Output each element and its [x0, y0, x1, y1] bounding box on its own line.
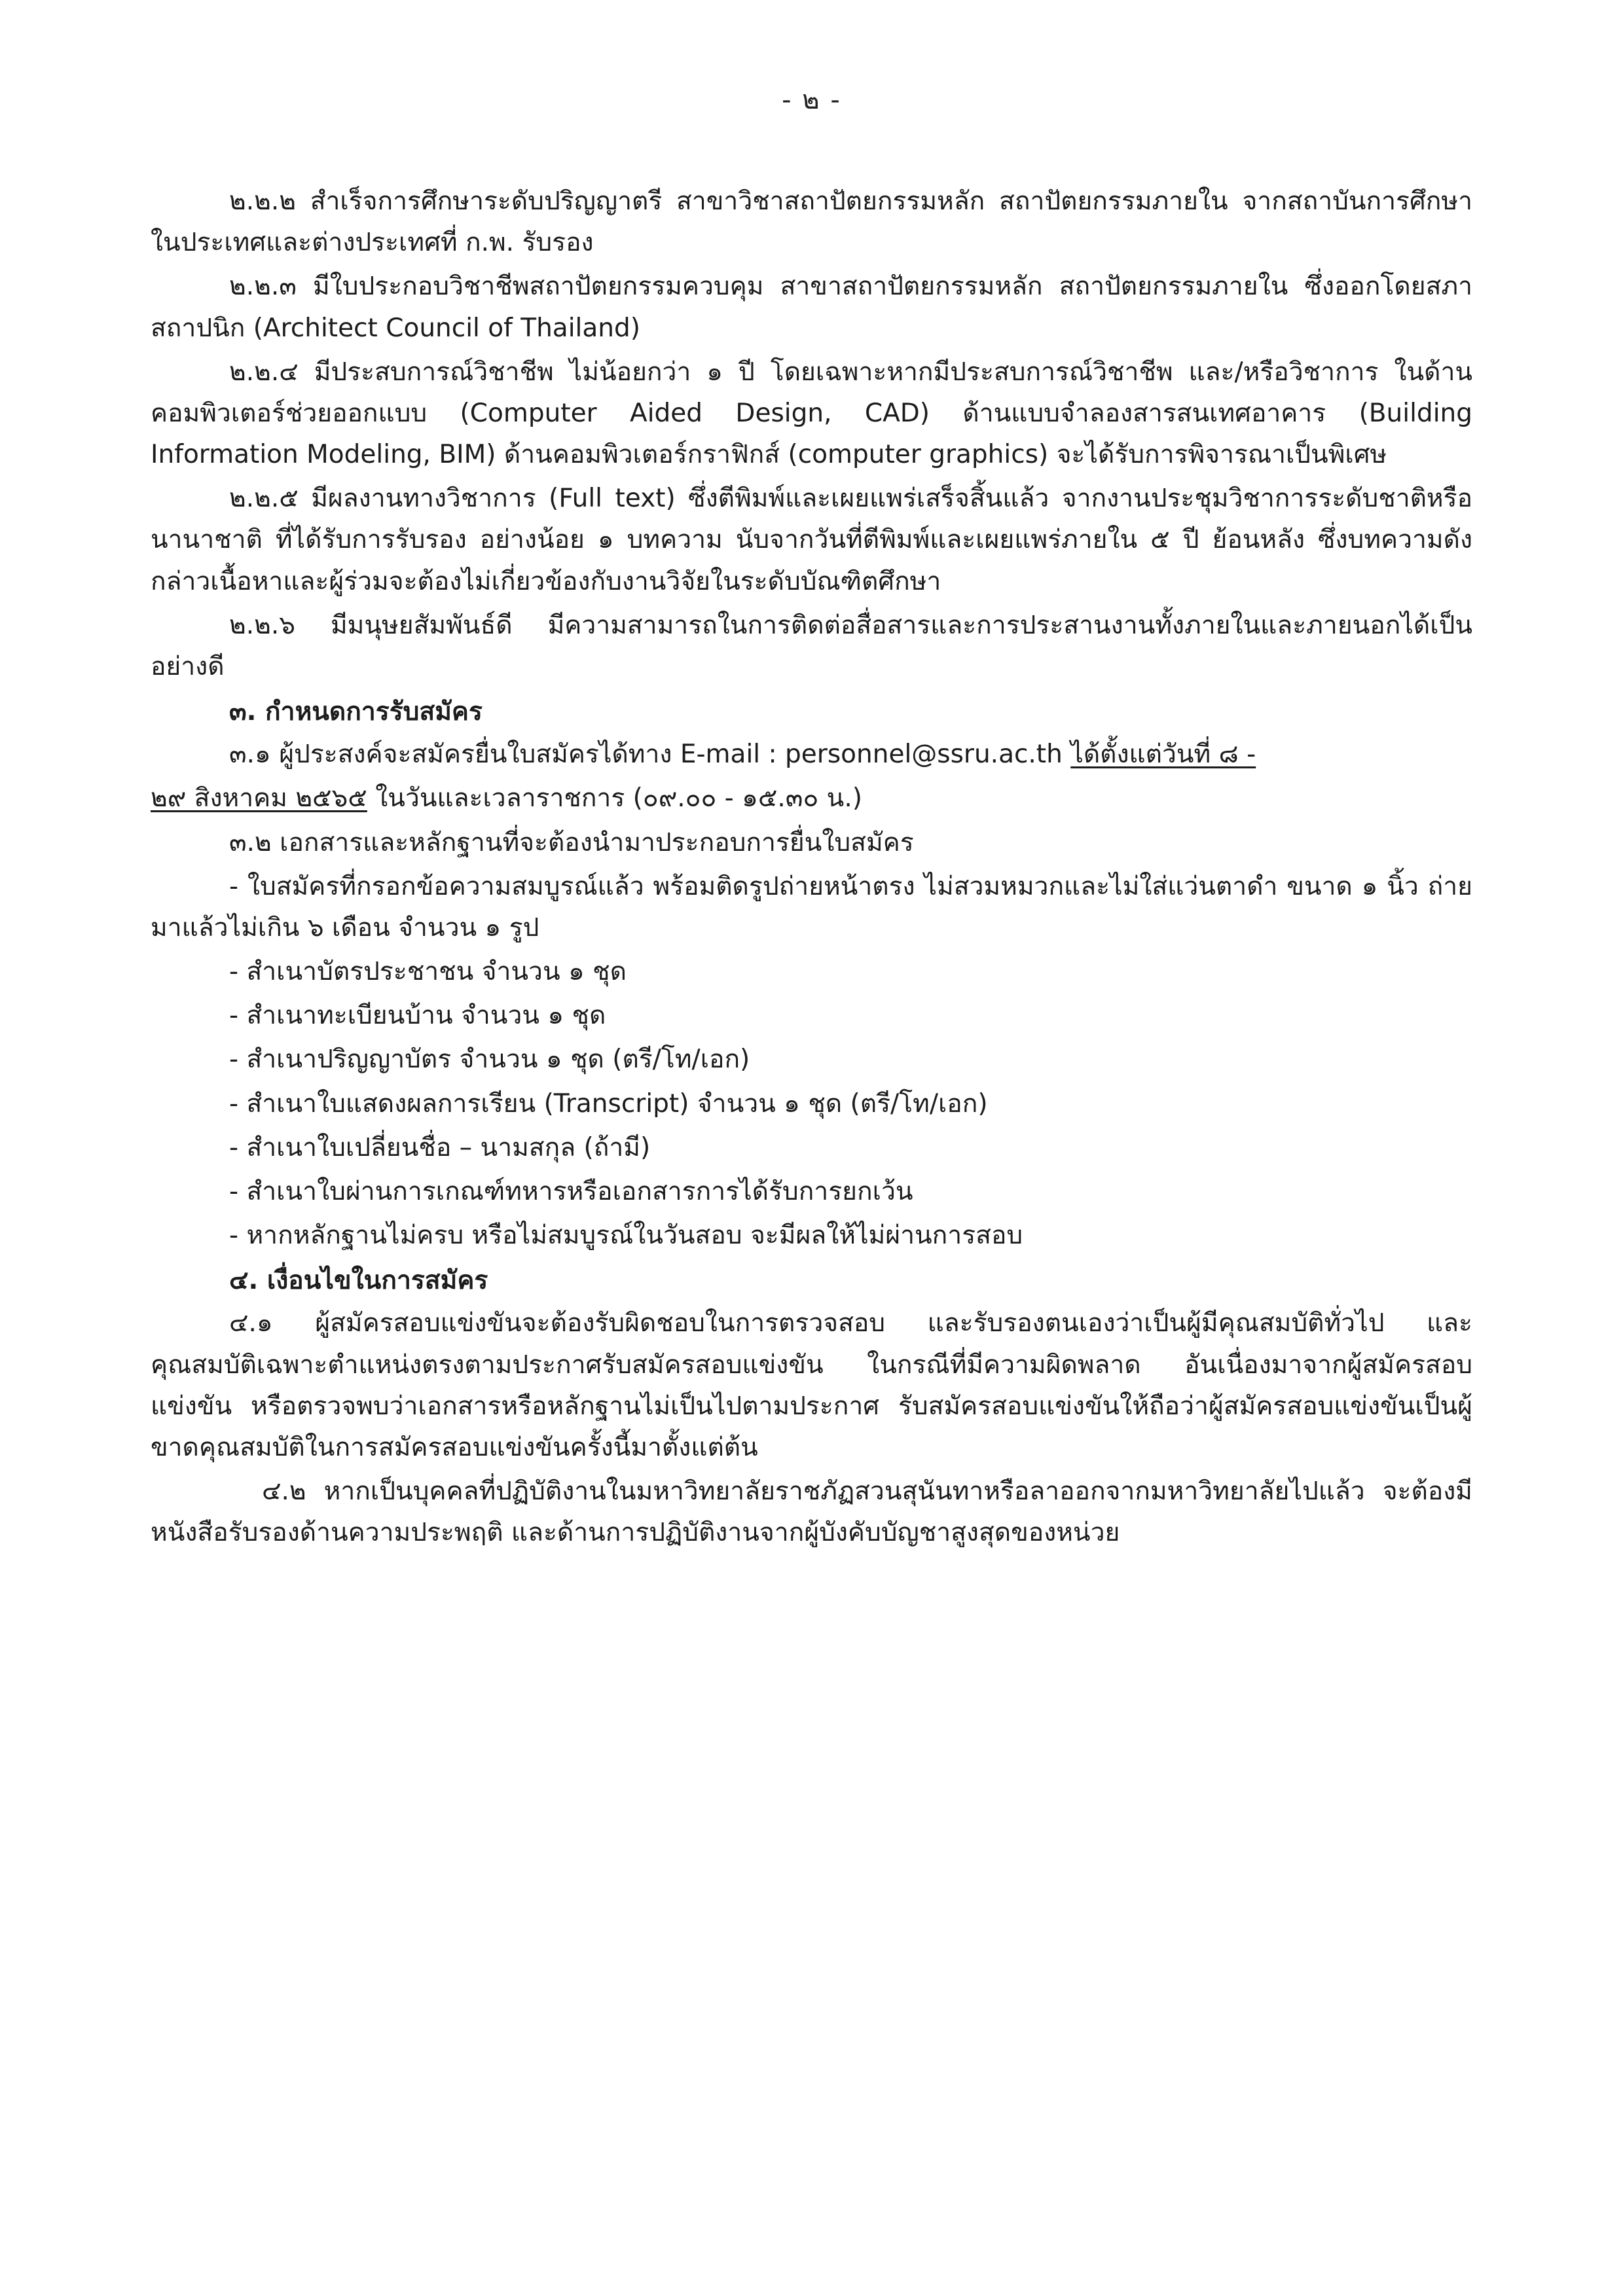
- paragraph-3-1-continued: [151, 778, 1472, 819]
- list-item-incomplete-documents-note: - หากหลักฐานไม่ครบ หรือไม่สมบูรณ์ในวันสอบ จะมีผลให้ไม่ผ่านการสอบ: [229, 1221, 1023, 1251]
- page-number: - ๒ -: [782, 85, 841, 115]
- paragraph-2-2-2: ๒.๒.๒ สำเร็จการศึกษาระดับปริญญาตรี สาขาวิชาสถาปัตยกรรมหลัก สถาปัตยกรรมภายใน จากสถาบันการศึกษาในประเทศและต่างประเทศที่ ก.พ. รับรอง: [151, 187, 1472, 258]
- list-item-house-registration-copy: - สำเนาทะเบียนบ้าน จำนวน ๑ ชุด: [229, 1001, 606, 1031]
- list-item-transcript-copy: - สำเนาใบแสดงผลการเรียน (Transcript) จำนวน ๑ ชุด (ตรี/โท/เอก): [229, 1088, 988, 1119]
- heading-application-conditions: ๔. เงื่อนไขในการสมัคร: [229, 1266, 488, 1296]
- paragraph-2-2-4: ๒.๒.๔ มีประสบการณ์วิชาชีพ ไม่น้อยกว่า ๑ ปี โดยเฉพาะหากมีประสบการณ์วิชาชีพ และ/หรือวิชาการ ในด้านคอมพิวเตอร์ช่วยออกแบบ (Computer Aided Design, CAD) ด้านแบบจำลองสารสนเทศอาคาร (Building Information Modeling, BIM) ด้านคอมพิวเตอร์กราฟิกส์ (computer graphics) จะได้รับการพิจารณาเป็นพิเศษ: [151, 357, 1472, 470]
- document-body: [151, 181, 1472, 1554]
- paragraph-2-2-3: ๒.๒.๓ มีใบประกอบวิชาชีพสถาปัตยกรรมควบคุม สาขาสถาปัตยกรรมหลัก สถาปัตยกรรมภายใน ซึ่งออกโดยสภาสถาปนิก (Architect Council of Thailand): [151, 272, 1472, 343]
- list-item-application-form: - ใบสมัครที่กรอกข้อความสมบูรณ์แล้ว พร้อมติดรูปถ่ายหน้าตรง ไม่สวมหมวกและไม่ใส่แว่นตาดำ ขนาด ๑ นิ้ว ถ่ายมาแล้วไม่เกิน ๖ เดือน จำนวน ๑ รูป: [151, 871, 1472, 942]
- paragraph-2-2-5: ๒.๒.๕ มีผลงานทางวิชาการ (Full text) ซึ่งตีพิมพ์และเผยแพร่เสร็จสิ้นแล้ว จากงานประชุมวิชาการระดับชาติหรือนานาชาติ ที่ได้รับการรับรอง อย่างน้อย ๑ บทความ นับจากวันที่ตีพิมพ์และเผยแพร่ภายใน ๕ ปี ย้อนหลัง ซึ่งบทความดังกล่าวเนื้อหาและผู้ร่วมจะต้องไม่เกี่ยวข้องกับงานวิจัยในระดับบัณฑิตศึกษา: [151, 484, 1472, 596]
- list-item-name-change-copy: - สำเนาใบเปลี่ยนชื่อ – นามสกุล (ถ้ามี): [229, 1132, 651, 1162]
- paragraph-2-2-6: ๒.๒.๖ มีมนุษยสัมพันธ์ดี มีความสามารถในการติดต่อสื่อสารและการประสานงานทั้งภายในและภายนอกได้เป็นอย่างดี: [151, 610, 1472, 681]
- paragraph-3-1-lead: ๓.๑ ผู้ประสงค์จะสมัครยื่นใบสมัครได้ทาง E-mail : personnel@ssru.ac.th: [229, 740, 1071, 770]
- paragraph-4-1: ๔.๑ ผู้สมัครสอบแข่งขันจะต้องรับผิดชอบในการตรวจสอบ และรับรองตนเองว่าเป็นผู้มีคุณสมบัติทั่วไป และคุณสมบัติเฉพาะตำแหน่งตรงตามประกาศรับสมัครสอบแข่งขัน ในกรณีที่มีความผิดพลาด อันเนื่องมาจากผู้สมัครสอบแข่งขัน หรือตรวจพบว่าเอกสารหรือหลักฐานไม่เป็นไปตามประกาศ รับสมัครสอบแข่งขันให้ถือว่าผู้สมัครสอบแข่งขันเป็นผู้ขาดคุณสมบัติในการสมัครสอบแข่งขันครั้งนี้มาตั้งแต่ต้น: [151, 1308, 1472, 1462]
- paragraph-3-2: ๓.๒ เอกสารและหลักฐานที่จะต้องนำมาประกอบการยื่นใบสมัคร: [229, 827, 914, 857]
- heading-application-schedule: ๓. กำหนดการรับสมัคร: [229, 697, 483, 727]
- list-item-id-card-copy: - สำเนาบัตรประชาชน จำนวน ๑ ชุด: [229, 957, 627, 987]
- list-item-military-service-copy: - สำเนาใบผ่านการเกณฑ์ทหารหรือเอกสารการได้รับการยกเว้น: [229, 1176, 913, 1206]
- paragraph-4-2: ๔.๒ หากเป็นบุคคลที่ปฏิบัติงานในมหาวิทยาลัยราชภัฏสวนสุนันทาหรือลาออกจากมหาวิทยาลัยไปแล้ว จะต้องมีหนังสือรับรองด้านความประพฤติ และด้านการปฏิบัติงานจากผู้บังคับบัญชาสูงสุดของหน่วย: [151, 1477, 1472, 1548]
- paragraph-3-1-date-range-end: ๒๙ สิงหาคม ๒๕๖๕: [151, 783, 367, 814]
- paragraph-3-1-date-range-start: ได้ตั้งแต่วันที่ ๘ -: [1070, 740, 1256, 770]
- paragraph-3-1-office-hours: ในวันและเวลาราชการ (๐๙.๐๐ - ๑๕.๓๐ น.): [367, 783, 862, 814]
- list-item-degree-certificate-copy: - สำเนาปริญญาบัตร จำนวน ๑ ชุด (ตรี/โท/เอก): [229, 1045, 750, 1075]
- paragraph-3-1: [151, 734, 1472, 775]
